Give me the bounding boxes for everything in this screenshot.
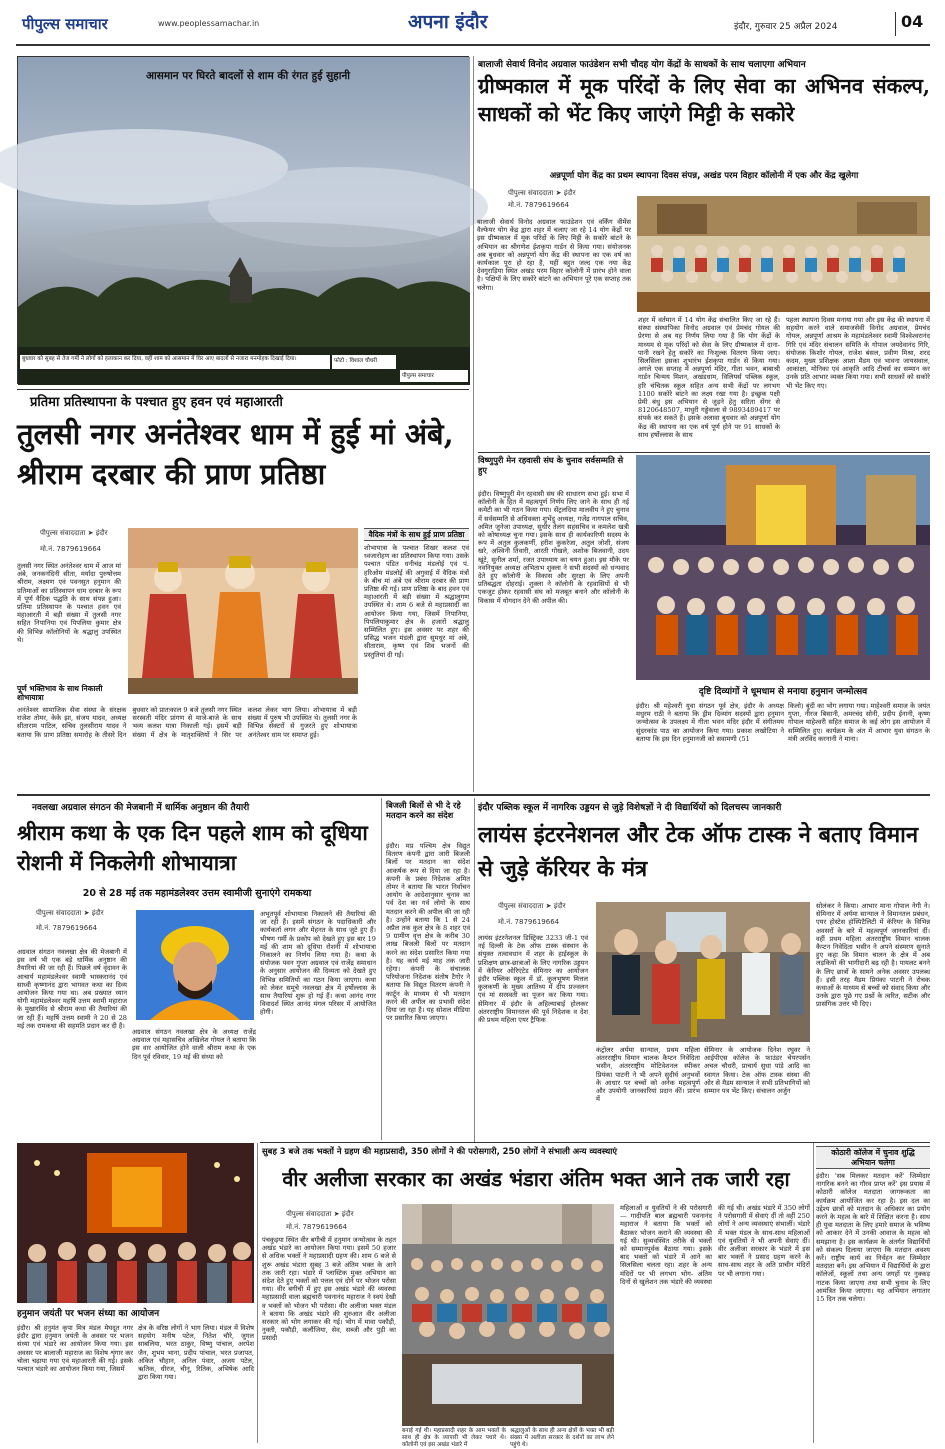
tulsi-sub-1: पूर्ण भक्तिभाव के साथ निकाली शोभायात्रा xyxy=(17,684,103,702)
sky-photo-block xyxy=(17,56,469,384)
tulsi-text-1: तुलसी नगर स्थित अनंतेश्वर धाम में आज मां अंबे, जनकनंदिनी सीता, मर्यादा पुरुषोत्तम श्रीराम, लक्ष्मण एवं पवनसुत हनुमान की प्रतिमाओं का प्रतिस्थापन धाम दरबार के रूप में पूर्ण वैदिक पद्धति के साथ संपन्न हुआ। प्रतिमा प्रतिस्थापन के पश्चात हवन एवं महाआरती में बड़ी संख्या में तुलसी नगर सहित निपानिया एवं पिपलिया कुमार क्षेत्र की विभिन्न कॉलोनियों के श्रद्धालु उपस्थित थे। xyxy=(17,562,121,644)
birds-mobile: मो.नं. 7879619664 xyxy=(508,201,570,209)
ramkatha-mobile: मो.नं. 7879619664 xyxy=(36,924,98,932)
sky-photo-brand: पीपुल्स समाचार xyxy=(400,370,468,382)
swami-portrait-photo xyxy=(136,910,254,1020)
birds-text-1: बालाजी सेवार्थ विनोद अग्रवाल फाउंडेशन एवं वर्किंग वीमेंस वैल्फेयर योग केंद्र द्वारा शहर में चलाए जा रहे 14 योग केंद्रों पर इस ग्रीष्मकाल में मूक परिंदों के लिए मिट्टी के सकोरे बांटने के अभियान का श्रीगणेश ईशकृपा गार्डन से किया गया। संयोजनक अब बुधवार को अन्नपूर्णा योग केंद्र की स्थापना का एक वर्ष का कार्यकाल पूरा हो रहा है, यहीं बहुत जल्द एक नया केंद्र देवगुराड़िया स्थित अखंड परम विहार कॉलोनी में प्रारंभ होने वाला है। पक्षियों के लिए सकोरे बांटने का अभियान पूरे एक सप्ताह तक चलेगा। xyxy=(477,218,631,292)
tulsi-kicker: प्रतिमा प्रतिस्थापना के पश्चात हुए हवन एवं महाआरती xyxy=(30,395,283,410)
tulsi-sidebox xyxy=(364,528,469,786)
lions-headline: लायंस इंटरनेशनल और टेक ऑफ टास्क ने बताए विमान से जुड़े कॅरियर के मंत्र xyxy=(478,822,919,882)
tulsi-headline: तुलसी नगर अनंतेश्वर धाम में हुई मां अंबे, श्रीराम दरबार की प्राण प्रतिष्ठा xyxy=(17,417,454,491)
bhandara-text-2: श्रद्धालुओं के साथ ही अन्य क्षेत्रों के भक्त भी बड़ी संख्या में अलीजा सरकार के दर्शनों का लाभ लेने पहुंचे थे। xyxy=(510,1428,614,1448)
college-headline: कोठारी कॉलेज में चुनाव शुद्धि अभियान चलेगा xyxy=(816,1146,930,1169)
bhajan-text-1: इंदौर। श्री हनुमंत कृपा मित्र मंडल मेघदूत नगर इंदौर द्वारा हनुमान जयंती के अवसर पर भजन संध्या एवं भंडारे का आयोजन किया गया। इस अवसर पर बालाजी महाराज का विशेष शृंगार कर चोला चढ़ाया गया एवं महाआरती की गई। इसके पश्चात भंडारे का आयोजन किया गया, जिसमें xyxy=(17,1324,133,1374)
bhandara-mobile: मो.नं. 7879619664 xyxy=(286,1223,348,1231)
bhandara-byline: पीपुल्स संवाददाता ➤ इंदौर xyxy=(286,1210,354,1218)
bhandara-text-3: महिलाओं व युवतियों ने की परोसगारी — गादीपति बाल ब्रह्मचारी पवनानंद महाराज ने बताया कि भक्तों को बैठाकर भोजन कराने की व्यवस्था की गई थी। सुव्यवस्थित तरीके से भक्तों को सम्मानपूर्वक बैठाया गया। इसके बाद भक्तों को भंडारे में आने का सिलसिला चलता रहा। शहर के अन्य मंदिरों पर भी लगभग भोग- अंतिम दिनों से खुलेशन तक भंडारे की व्यवस्था की गई थी। अखंड भंडारे में 350 लोगों ने परोसगारी में सेवाएं दीं तो वहीं 250 लोगों ने अन्य व्यवस्थाएं संभालीं। भंडारे में भक्त मंडल के साथ-साथ महिलाओं एवं युवतियों ने भी अपनी सेवाएं दीं। वीर अलीजा सरकार के भंडारे में इस बार भक्तों ने प्रसाद ग्रहण करने के साथ-साथ शहर के अति प्राचीन मंदिरों पर भी लगाना गया। xyxy=(620,1204,810,1286)
ramkatha-photo-caption: अग्रवाल संगठन नवलखा क्षेत्र के अध्यक्ष राजेंद्र अग्रवाल एवं महासचिव अखिलेश गोयल ने बताया कि इस वार आयोजित होने वाली श्रीराम कथा के एक दिन पूर्व रविवार, 19 मई की संध्या को xyxy=(132,1028,256,1061)
column-rule-top xyxy=(473,56,474,792)
college-box xyxy=(816,1146,930,1440)
column-rule-left-bottom xyxy=(257,1143,258,1443)
divider-vishnupuri xyxy=(478,452,930,453)
ramkatha-byline: पीपुल्स संवाददाता ➤ इंदौर xyxy=(36,909,104,917)
lions-text-2: कंट्रोलर अर्यमा सान्याल, प्रथम महिला अंतरराष्ट्रीय विमान चालक कैप्टन निवेदिता भसीन, अंतरराष्ट्रीय मोटिवेशनल स्पीकर प्रियंका पाटनी ने भी अपने सुदीर्घ अनुभवों के आधार पर बच्चों को अनेक महत्वपूर्ण और उपयोगी जानकारियां प्रदान कीं। प्रारंभ में xyxy=(596,1046,700,1104)
bhandara-photo-caption: बनाई गई थी। महाप्रसादी शहर के आम भक्तों के साथ ही क्षेत्र के व्यापारी भी लेकर पधारे थे। कॉलोनी एवं इस अखंड भंडारे में xyxy=(402,1428,506,1448)
ramkatha-text-1: अग्रवाल संगठन नवलखा क्षेत्र की मेजबानी में इस वर्ष भी एक बड़े धार्मिक अनुष्ठान की तैयारियां की जा रही हैं। पिछले वर्ष वृंदावन के आचार्य महामंडलेश्वर स्वामी भास्करानंद एवं साध्वी कृष्णानंद द्वारा भागवत कथा का दिव्य आयोजन किया गया था। अब प्रख्यात ध्यान योगी महामंडलेश्वर महर्षि उत्तम स्वामी महाराज के मुखारविंद से श्रीराम कथा की तैयारियां की जा रही हैं। महर्षि उत्तम स्वामी ने 20 से 28 मई तक रामकथा की सहमति प्रदान कर दी है। xyxy=(17,948,127,1030)
hanuman-text-2: किलो) बुंदी का भोग लगाया गया। माहेश्वरी समाज के जयंत गुप्ता, नीरज बिसानी, अमरचंद सोनी, प्रदीप ईनानी, कृष्ण गोपाल माहेश्वरी सहित समाज के कई लोग इस आयोजन में सम्मिलित हुए। कार्यक्रम के अंत में आभार युवा संगठन के मंत्री अरविंद करनानी ने माना। xyxy=(788,702,930,743)
tulsi-box-text: शोभायात्रा के पश्चात शिखर कलश एवं ध्वजारोहण का प्रतिस्थापन किया गया। उसके पश्चात पंडित धनीचंद्र मंडलोई एवं पं. हरिओम मंडलोई की अगुवाई में वैदिक मंत्रों के बीच मां अंबे एवं श्रीराम दरबार की प्राण प्रतिष्ठा की गई। प्राण प्रतिष्ठा के बाद हवन एवं महाआरती में बड़ी संख्या में श्रद्धालुगण उपस्थित थे। शाम 6 बजे से महाप्रसादी का आयोजन किया गया, जिसमें निपानिया, पिपलियाकुमार क्षेत्र के हजारों श्रद्धालु सम्मिलित हुए। इस अवसर पर शहर की प्रसिद्ध भजन मंडली द्वारा सुमधुर मां अंबे, सीताराम, कृष्ण एवं शिव भजनों की प्रस्तुतियां दी गईं। xyxy=(364,544,470,659)
yoga-group-photo xyxy=(637,196,930,312)
ramkatha-kicker: नवलखा अग्रवाल संगठन की मेजबानी में धार्मिक अनुष्ठान की तैयारी xyxy=(32,803,250,813)
lions-byline: पीपुल्स संवाददाता ➤ इंदौर xyxy=(498,902,566,910)
birds-byline: पीपुल्स संवाददाता ➤ इंदौर xyxy=(508,189,576,197)
hanuman-caption: दृष्टि दिव्यांगों ने धूमधाम से मनाया हनुमान जन्मोत्सव xyxy=(698,687,868,697)
bhandara-kicker: सुबह 3 बजे तक भक्तों ने ग्रहण की महाप्रसादी, 350 लोगों ने की परोसगारी, 250 लोगों ने संभाली अन्य व्यवस्थाएं xyxy=(262,1146,618,1156)
bhajan-caption: हनुमान जयंती पर भजन संध्या का आयोजन xyxy=(17,1309,160,1319)
tulsi-text-2: अनंतेश्वर सामाजिक सेवा संस्था के संरक्षक राजेश तोमर, केके झा, संजय यादव, अध्यक्ष सीताराम पाटिल, सचिव तुलसीराम यादव ने बताया कि प्राण प्रतिष्ठा समारोह के तीसरे दिन बुधवार को प्रातःकाल 9 बजे तुलसी नगर स्थित सरस्वती मंदिर प्रांगण से माजे-बाजे के साथ भव्य कलश यात्रा निकाली गई। इसमें बड़ी संख्या में क्षेत्र के मातृशक्तियों ने सिर पर कलश लेकर भाग लिया। शोभायात्रा में बड़ी संख्या में पुरुष भी उपस्थित थे। तुलसी नगर के विभिन्न सेक्टरों से गुजरते हुए शोभायात्रा अनंतेश्वर धाम पर समाप्त हुई। xyxy=(17,706,357,739)
lions-mobile: मो.नं. 7879619664 xyxy=(498,918,560,926)
sky-photo-credit: फोटो : विशाल चौधरी xyxy=(332,355,396,369)
dateline: इंदौर, गुरुवार 25 अप्रैल 2024 xyxy=(734,22,838,32)
divider-mid xyxy=(17,794,930,796)
website-link[interactable]: www.peoplessamachar.in xyxy=(158,19,260,28)
sky-photo xyxy=(18,57,470,385)
column-rule-electricity xyxy=(381,798,382,1140)
page-number: 04 xyxy=(895,12,929,36)
lions-text-3: सेमिनार के आयोजक दिनेश रघुवर ने आईपीएस कॉलेज के फाउंडर चेयरपर्सन अचल चौधरी, प्राचार्य सुधा पांडे आदि का स्वागत किया। टेक ऑफ टास्क संस्था की ओर से मैडम सान्याल ने सभी प्रतिभागियों को सम्मान पत्र भेंट किए। संचालन अर्जुन xyxy=(704,1046,810,1096)
divider-tulsi xyxy=(17,389,469,390)
masthead-rule xyxy=(16,44,930,46)
birds-text-3: पहला स्थापना दिवस मनाया गया और इस केंद्र की स्थापना में सहयोग करने वाले समाजसेवी विनोद अग्रवाल, प्रेमचंद गोयल, अन्नपूर्णा आश्रम के महामंडलेश्वर स्वामी विश्वेश्वरानंद गिरि एवं मंदिर संचालन समिति के गोपाल जयदेवानंद गिरि, संयोजक किशोर गोयल, राजेश बंसल, प्रवीण मिश्रा, शरद कदम, मुख्य प्रशिक्षक आशा मैडम एवं भावना जायसवाल, आकांक्षा, मोनिका एवं आकृति आदि टीचर्स का सम्मान कर उनके प्रति आभार व्यक्त किया गया। सभी साधकों को सकोरे भी भेंट किए गए। xyxy=(786,316,930,390)
lions-text-4: सोलंकर ने किया। आभार माना गोपाल नेगी ने। सेमिनार में अर्यमा सान्याल ने विमानतल प्रबंधन, एयर होस्टेस हॉस्पिटैलिटी में कॅरियर के विभिन्न अवसरों के बारे में महत्वपूर्ण जानकारियां दीं। वहीं प्रथम महिला अंतरराष्ट्रीय विमान चालक कैप्टन निवेदिता भसीन ने अपने संस्मरण सुनाते हुए कहा कि विमान चालन के क्षेत्र में अब लड़कियों की भागीदारी बढ़ रही है। पायलट बनने के लिए छात्रों के सामने अनेक अवसर उपलब्ध हैं। इसी तरह मैडम प्रियंका पाटनी ने रोचक कथाओं के माध्यम से बच्चों को संवाद किया और उनके द्वारा पूछे गए प्रश्नों के त्वरित, सटीक और प्रासंगिक उत्तर भी दिए। xyxy=(816,902,930,1009)
tulsi-box-title: वैदिक मंत्रों के साथ हुई प्राण प्रतिष्ठा xyxy=(364,528,469,541)
masthead xyxy=(0,0,945,44)
birds-kicker: बालाजी सेवार्थ विनोद अग्रवाल फाउंडेशन सभी चौदह योग केंद्रों के साधकों के साथ चलाएगा अभियान xyxy=(478,60,806,70)
tulsi-byline: पीपुल्स संवाददाता ➤ इंदौर xyxy=(40,529,108,537)
bhandara-text-1: पंचकुइया स्थित वीर बगीची में हनुमान जन्मोत्सव के तहत अखंड भंडारे का आयोजन किया गया। इसमें 50 हजार से अधिक भक्तों ने महाप्रसादी ग्रहण की। शाम 6 बजे से शुरू अखंड भंडारा सुबह 3 बजे अंतिम भक्त के आने तक जारी रहा। भंडारे में प्लास्टिक मुक्त अभियान का संदेश देते हुए भक्तों को पत्तल एवं दोने पर भोजन परोसा गया। वीर बगीची में हुए इस अखंड भंडारे की व्यवस्था महाप्रसादी वाला ब्रह्मचारी पवनानंद महाराज ने स्वयं देखी व भक्तों को भोजन भी परोसा। वीर अलीजा भक्त मंडल ने बताया कि अखंड भंडारे की शुरुआत वीर अलीजा सरकार को भोग लगाकर की गई। भोग में मावा पकौड़ी, नुक्ती, पकौड़ी, कलौंजिया, सेव, सब्जी और पुड़ी का प्रसादी xyxy=(262,1236,396,1343)
hanuman-event-photo xyxy=(636,455,930,680)
lions-text-1: लायंस इंटरनेशनल डिस्ट्रिक्ट 3233 जी-1 एवं नई दिल्ली के टेक ऑफ टास्क संस्थान के संयुक्त तत्वावधान में शहर के हाईस्कूल के प्रशिक्षण छात्र-छात्राओं के लिए नागरिक उड्डयन में कॅरियर ओरिएंटेड सेमिनार का आयोजन इंदौर पब्लिक स्कूल में डॉ. कुलभूषण मित्तल कुलकर्णी के मुख्य आतिथ्य में दीप प्रज्वलन एवं मां सरस्वती का पूजन कर किया गया। सेमिनार में इंदौर के अहिल्याबाई होलकर अंतरराष्ट्रीय विमानतल की पूर्व निदेशक व देश की प्रथम महिला एयर ट्रैफिक xyxy=(478,934,588,1025)
column-rule-right-bottom xyxy=(813,1143,814,1443)
newspaper-logo: पीपुल्स समाचार xyxy=(22,15,108,33)
column-rule-bottom xyxy=(474,798,475,1142)
bhandara-headline: वीर अलीजा सरकार का अखंड भंडारा अंतिम भक्त आने तक जारी रहा xyxy=(282,1167,790,1191)
idols-photo xyxy=(128,528,358,694)
bhandara-crowd-photo xyxy=(402,1204,614,1426)
divider-lower xyxy=(260,1142,930,1143)
vishnupuri-text: इंदौर। विष्णुपुरी मेन रहवासी संघ की साधारण सभा हुई। सभा में कॉलोनी के हित में महत्वपूर्ण निर्णय लिए जाने के साथ ही नई कमेटी का भी गठन किया गया। सेंट्रलदिया मालवीय ने हुए चुनाव में सर्वसम्मति से अधिवक्ता शुभेंदु अध्यक्ष, गजेंद्र नागपाल सचिव, अमित जुनेजा उपाध्यक्ष, सुधीर तेलंग सहसचिव व कमलेश खत्री को कोषाध्यक्ष चुना गया। इसके साथ ही कार्यकारिणी सदस्य के रूप में अतुल कुलकर्णी, हरीश कुकरेजा, अतुल जोशी, संजय खरे, अश्विनी तिवारी, आरती गोखले, अशोक बिजवानी, उदय खूंटे, सुनील शर्मा, रजत उपाध्याय का चयन हुआ। इस मौके पर नवनियुक्त अध्यक्ष अभिताभ शुक्ला ने सभी सदस्यों को धन्यवाद देते हुए कॉलोनी के विकास और सुरक्षा के लिए अपनी प्रतिबद्धता दोहराई। शुक्ला ने कॉलोनी के रहवासियों से भी एकजुट होकर रहवासी संघ को मजबूत बनाने और कॉलोनी के विकास में योगदान देने की अपील की। xyxy=(478,490,629,605)
ramkatha-text-2: अभूतपूर्व शोभायात्रा निकालने की तैयारियां की जा रही हैं। इसमें संगठन के पदाधिकारी और कार्यकर्ता लगन और मेहनत के साथ जुटे हुए हैं। भीषण गर्मी के प्रकोप को देखते हुए इस बार 19 मई की शाम को दूधिया रोशनी में शोभायात्रा निकालने का निर्णय लिया गया है। कथा के संयोजक पवन गुप्ता अग्रवाल एवं राजेंद्र समाधान के अनुसार आयोजन की दिव्यता को देखते हुए विभिन्न समितियों का गठन किया जाएगा। कथा को लेकर समूचे नवलखा क्षेत्र में हर्षोल्लास के साथ तैयारियां शुरू हो गई हैं। कथा आनंद नगर विवादर्श स्थित आनंद मंगल परिसर में आयोजित होगी। xyxy=(260,910,376,1017)
electricity-text: इंदौर। मप्र पश्चिम क्षेत्र विद्युत वितरण कंपनी द्वारा जारी बिजली बिलों पर मतदान का संदेश आकर्षक रूप से दिया जा रहा है। कंपनी के प्रबंध निदेशक अमित तोमर ने बताया कि भारत निर्वाचन आयोग के आदेशानुसार चुनाव का पर्व देश का गर्व लोगो के साथ मतदान करने की अपील की जा रही है। उन्होंने बताया कि 1 से 24 अप्रैल तक कुल क्षेत्र के 8 शहर एवं 9 ग्रामीण वृत्त क्षेत्र के करीब 30 लाख बिजली बिलों पर मतदान करने का संदेश प्रसारित किया गया है। यह कार्य मई माह तक जारी रहेगा। कंपनी के संचालक परियोजना निदेशक संतोष टैगोर ने बताया कि विद्युत वितरण कंपनी ने कार्टून के माध्यम से भी मतदान करने की अपील का प्रभावी संदेश दिया जा रहा है। यह सोशल मीडिया पर प्रसारित किया जाएगा। xyxy=(386,842,470,1023)
bhajan-photo xyxy=(17,1143,254,1303)
birds-text-2: शहर में वर्तमान में 14 योग केंद्र संचालित किए जा रहे हैं। संस्था संस्थापिका विनोद अग्रवाल एवं प्रेमचंद गोयल की प्रेरणा से अब यह निर्णय लिया गया है कि योग केंद्रों के माध्यम से मूक परिंदों को सेवा के लिए ग्रीष्मकाल में दाना-पानी रखने हेतु सकोरे का निःशुल्क वितरण किया जाए। सिलसिला इसका शुभारंभ ईशकृपा गार्डन से किया गया। अगले एक सप्ताह में अन्नपूर्णा मंदिर, गीता भवन, बाबाश्री गार्डन चिन्मय मिशन, अखंडधाम, विलियर्स पब्लिक स्कूल, हरि चंचितक स्कूल सहित अन्य सभी केंद्रों पर लगभग 1100 सकोरे बांटने का लक्ष्य रखा गया है। इच्छुक पक्षी प्रेमी बंधु इस अभियान से जुड़ने हेतु सरिता सेंगर से 8120648507, माधुरी गड्डेवाला से 9893489417 पर संपर्क कर सकते हैं। इसके अलावा बुधवार को अन्नपूर्णा योग केंद्र की स्थापना का एक वर्ष पूर्ण होने पर 91 साधकों के साथ हर्षोल्लास के साथ xyxy=(638,316,780,439)
hanuman-text-1: इंदौर। श्री महेश्वरी युवा संगठन पूर्व क्षेत्र, इंदौर के अध्यक्ष मधुरम राठी ने बताया कि ड्रीम दिव्यांग सदस्यों द्वारा हनुमान जन्मोत्सव के उपलक्ष्य में गीता भवन मंदिर इंदौर में संगीतमय सुंदरकांड पाठ का आयोजन किया गया। प्रकाश लखोटिया ने बताया कि इस दिन हनुमानजी को सवामणी (51 xyxy=(636,702,784,743)
birds-subhead: अन्नपूर्णा योग केंद्र का प्रथम स्थापना दिवस संपन्न, अखंड परम विहार कॉलोनी में एक और केंद्र खुलेगा xyxy=(549,171,859,181)
sky-photo-title: आसमान पर घिरते बादलों से शाम की रंगत हुई सुहानी xyxy=(145,70,351,82)
lamp-lighting-photo xyxy=(596,902,810,1042)
sky-photo-caption: बुधवार को सुबह से तेज गर्मी ने लोगों को हलाकान कर दिया, वहीं शाम को आसमान में घिर आए बादलों से नजारा मनमोहक दिखाई दिया। xyxy=(20,355,330,369)
bhajan-text-2: क्षेत्र के वरिष्ठ लोगों ने भाग लिया। मंडल में विशेष सहयोग मनीष पटेल, नितेश चौरे, जुगल साबलिया, भरत ठाकुर, विष्णु पांचाल, अरपेश जैन, शुभम भाना, प्रदीप पांचाल, भरत प्रजापत, अंकित चौहान, अनिल पंवार, अजय पटेल, ऋतिक, धीरज, चीनू, रितिक, अभिषेक आदि द्वारा किया गया। xyxy=(138,1324,254,1382)
section-title: अपना इंदौर xyxy=(408,11,488,33)
vishnupuri-headline: विष्णुपुरी मेन रहवासी संघ के चुनाव सर्वसम्मति से हुए xyxy=(478,455,624,475)
lions-kicker: इंदौर पब्लिक स्कूल में नागरिक उड्डयन से जुड़े विशेषज्ञों ने दी विद्यार्थियों को दिलचस्प जानकारी xyxy=(478,803,782,813)
tulsi-mobile: मो.नं. 7879619664 xyxy=(40,545,102,553)
ramkatha-subhead: 20 से 28 मई तक महामंडलेश्वर उत्तम स्वामीजी सुनाएंगे रामकथा xyxy=(82,888,312,899)
ramkatha-headline: श्रीराम कथा के एक दिन पहले शाम को दूधिया रोशनी में निकलेगी शोभायात्रा xyxy=(17,820,368,875)
college-text: इंदौर। 'सब मिलकर मतदान करें' जिम्मेदार नागरिक बनने का गौरव प्राप्त करें' इस प्रयास में कोठारी कॉलेज मतदाता जागरूकता का कार्यक्रम आयोजित कर रहा है। इस दल का उद्देश्य छात्रों को मतदान के अधिकार का प्रयोग करने के महत्व के बारे में शिक्षित करना है। साथ ही युवा मतदाता के लिए हमारे समाज के भविष्य को आकार देने में उनकी आवाज के महत्व को समझाना है। इस कार्यक्रम के अंतर्गत विद्यार्थियों को संकल्प दिलाया जाएगा कि मतदान अवश्य करें। राष्ट्रीय कार्य का निर्वहन कर जिम्मेदार मतदाता बनें। इस अभियान में विद्यार्थियों के द्वारा कॉलेजों, स्कूलों तथा अन्य जगहों पर नुक्कड़ नाटक किया जाएगा तथा सभी चुनाव के लिए आमंत्रित किया जाएगा। यह अभियान लगातार 15 दिन तक चलेगा। xyxy=(816,1172,930,1304)
birds-headline: ग्रीष्मकाल में मूक परिंदों के लिए सेवा का अभिनव संकल्प, साधकों को भेंट किए जाएंगे मिट्टी के सकोरे xyxy=(478,74,930,126)
electricity-headline: बिजली बिलों से भी दे रहे मतदान करने का संदेश xyxy=(386,800,461,820)
